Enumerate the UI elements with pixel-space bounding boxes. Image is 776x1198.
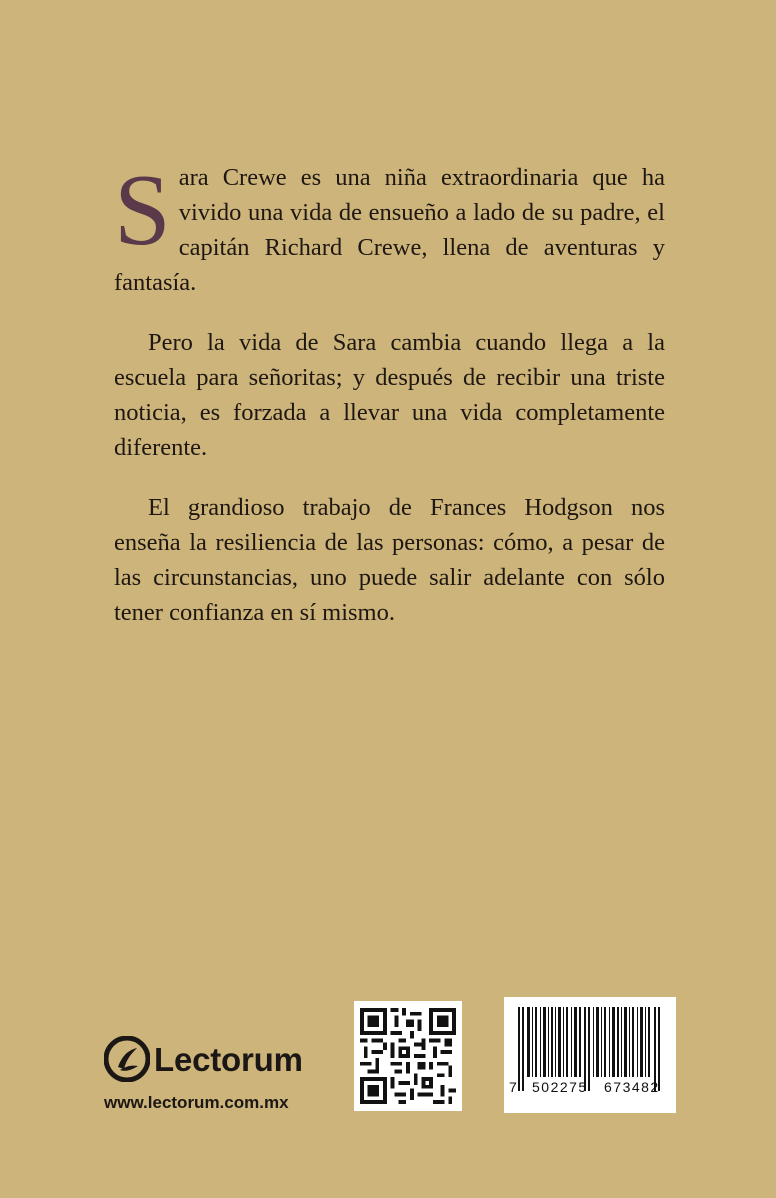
- qr-code-box: [354, 1001, 462, 1111]
- synopsis: [114, 154, 665, 630]
- barcode-digits: [504, 1079, 676, 1103]
- qr-code-icon: [360, 1008, 456, 1104]
- lectorum-logo-icon: [104, 1036, 150, 1082]
- barcode: [504, 997, 676, 1113]
- publisher-url[interactable]: www.lectorum.com.mx: [104, 1093, 289, 1112]
- barcode-lead-digit: 7: [509, 1079, 517, 1095]
- publisher-block: [104, 1033, 316, 1123]
- drop-cap: S: [114, 154, 171, 267]
- synopsis-paragraph-1: [114, 154, 665, 300]
- synopsis-paragraph-3: El grandioso trabajo de Frances Hodgson nos enseña la resiliencia de las personas: cómo, a pesar de las circunstancias, uno puede salir adelante con sólo tener confianza en sí mismo.: [114, 494, 665, 626]
- barcode-right-group: 673482: [604, 1079, 660, 1095]
- synopsis-paragraph-2: Pero la vida de Sara cambia cuando llega a la escuela para señoritas; y después de recibir una triste noticia, es forzada a llevar una vida completamente diferente.: [114, 329, 665, 461]
- barcode-left-group: 502275: [532, 1079, 588, 1095]
- paragraph-1-text: ara Crewe es una niña extraordinaria que ha vivido una vida de ensueño a lado de su padre, el capitán Richard Crewe, llena de aventuras y fantasía.: [114, 164, 665, 296]
- publisher-name: Lectorum: [154, 1041, 303, 1078]
